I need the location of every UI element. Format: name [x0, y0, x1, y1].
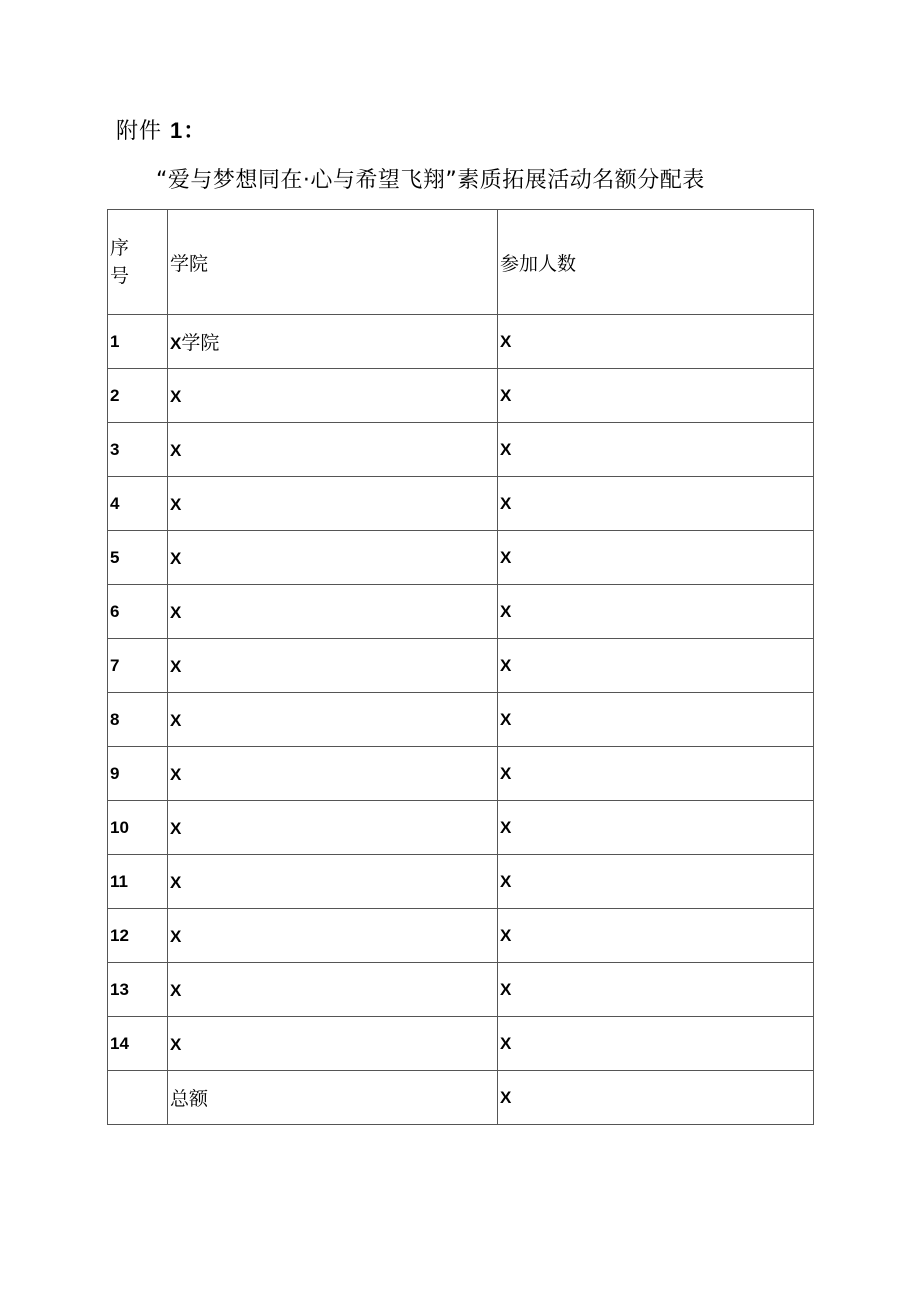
cell-seq — [108, 855, 168, 909]
cell-seq — [108, 693, 168, 747]
college-value: X — [170, 710, 182, 730]
cell-college — [168, 639, 498, 693]
seq-value: 2 — [110, 385, 120, 405]
cell-count — [498, 531, 814, 585]
count-value: X — [500, 925, 512, 945]
count-value: X — [500, 709, 512, 729]
college-value: X — [170, 872, 182, 892]
cell-total-label — [168, 1071, 498, 1125]
cell-count — [498, 855, 814, 909]
seq-value: 10 — [110, 817, 129, 837]
count-value: X — [500, 439, 512, 459]
header-count — [498, 210, 814, 315]
college-value: X — [170, 818, 182, 838]
table-row — [108, 585, 814, 639]
table-total-row — [108, 1071, 814, 1125]
cell-college — [168, 801, 498, 855]
college-value: X — [170, 548, 182, 568]
cell-seq — [108, 801, 168, 855]
count-value: X — [500, 1033, 512, 1053]
table-row — [108, 855, 814, 909]
table-row — [108, 747, 814, 801]
count-value: X — [500, 331, 512, 351]
college-value: X — [170, 386, 182, 406]
header-college-label: 学院 — [170, 252, 209, 275]
header-seq — [108, 210, 168, 315]
cell-seq — [108, 1071, 168, 1125]
cell-college — [168, 747, 498, 801]
table-row — [108, 963, 814, 1017]
seq-value: 12 — [110, 925, 129, 945]
cell-college — [168, 855, 498, 909]
header-seq-label: 序号 — [110, 237, 130, 287]
table-row — [108, 315, 814, 369]
attachment-text: 附件 — [116, 119, 163, 144]
college-value: X — [170, 656, 182, 676]
college-suffix: 学院 — [181, 332, 220, 354]
cell-seq — [108, 315, 168, 369]
cell-count — [498, 585, 814, 639]
cell-college — [168, 693, 498, 747]
table-row — [108, 801, 814, 855]
cell-college — [168, 909, 498, 963]
count-value: X — [500, 601, 512, 621]
cell-seq — [108, 639, 168, 693]
cell-seq — [108, 747, 168, 801]
seq-value: 13 — [110, 979, 129, 999]
college-value: X — [170, 1034, 182, 1054]
seq-value: 11 — [110, 871, 128, 891]
seq-value: 8 — [110, 709, 120, 729]
total-label: 总额 — [170, 1088, 209, 1110]
table-row — [108, 1017, 814, 1071]
quota-table — [107, 209, 814, 1125]
count-value: X — [500, 979, 512, 999]
cell-count — [498, 909, 814, 963]
table-row — [108, 369, 814, 423]
count-value: X — [500, 817, 512, 837]
count-value: X — [500, 655, 512, 675]
attachment-number: 1： — [170, 118, 207, 143]
cell-college — [168, 531, 498, 585]
attachment-label — [116, 116, 206, 147]
seq-value: 9 — [110, 763, 120, 783]
college-value: X — [170, 494, 182, 514]
count-value: X — [500, 871, 512, 891]
seq-value: 7 — [110, 655, 120, 675]
cell-total-count — [498, 1071, 814, 1125]
cell-college — [168, 477, 498, 531]
table-row — [108, 531, 814, 585]
seq-value: 6 — [110, 601, 120, 621]
cell-college — [168, 585, 498, 639]
count-value: X — [500, 493, 512, 513]
cell-count — [498, 963, 814, 1017]
college-value: X — [170, 764, 182, 784]
table-row — [108, 693, 814, 747]
table-header-row — [108, 210, 814, 315]
college-value: X — [170, 440, 182, 460]
cell-seq — [108, 909, 168, 963]
college-value: X — [170, 334, 182, 353]
cell-count — [498, 315, 814, 369]
cell-seq — [108, 1017, 168, 1071]
cell-count — [498, 693, 814, 747]
cell-college — [168, 963, 498, 1017]
seq-value: 4 — [110, 493, 120, 513]
seq-value: 3 — [110, 439, 120, 459]
cell-count — [498, 639, 814, 693]
cell-count — [498, 1017, 814, 1071]
cell-count — [498, 477, 814, 531]
cell-count — [498, 801, 814, 855]
cell-count — [498, 369, 814, 423]
table-row — [108, 909, 814, 963]
count-value: X — [500, 763, 512, 783]
cell-college — [168, 1017, 498, 1071]
cell-college — [168, 369, 498, 423]
table-row — [108, 639, 814, 693]
cell-count — [498, 747, 814, 801]
cell-seq — [108, 531, 168, 585]
cell-college — [168, 315, 498, 369]
total-count: X — [500, 1087, 512, 1107]
count-value: X — [500, 547, 512, 567]
cell-seq — [108, 585, 168, 639]
college-value: X — [170, 602, 182, 622]
count-value: X — [500, 385, 512, 405]
cell-seq — [108, 423, 168, 477]
seq-value: 14 — [110, 1033, 129, 1053]
table-row — [108, 423, 814, 477]
cell-seq — [108, 963, 168, 1017]
cell-count — [498, 423, 814, 477]
page-title: “爱与梦想同在·心与希望飞翔”素质拓展活动名额分配表 — [156, 168, 705, 193]
cell-seq — [108, 477, 168, 531]
table-row — [108, 477, 814, 531]
college-value: X — [170, 980, 182, 1000]
cell-college — [168, 423, 498, 477]
seq-value: 1 — [110, 331, 120, 351]
cell-seq — [108, 369, 168, 423]
seq-value: 5 — [110, 547, 120, 567]
header-count-label: 参加人数 — [500, 252, 577, 275]
college-value: X — [170, 926, 182, 946]
header-college — [168, 210, 498, 315]
